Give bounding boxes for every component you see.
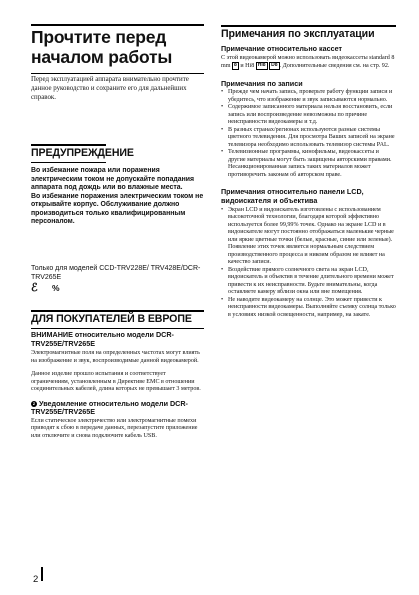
intro-text: Перед эксплуатацией аппарата внимательно прочтите данное руководство и сохраните его для дальнейших справок.	[31, 76, 189, 102]
europe-subtitle: ВНИМАНИЕ относительно модели DCR-TRV255E/TRV265E	[31, 330, 174, 348]
cassettes-text-and: и Hi8	[240, 63, 255, 70]
recording-item: • В разных странах/регионах используются разные системы цветного телевидения. Для просмотра Ваших записей на экране телевизора необходимо использовать телевизор системы PAL.	[221, 127, 396, 150]
standard8-icon: 8	[234, 62, 237, 69]
lcd-item: • Не наводите видеокамеру на солнце. Это может привести к неисправности видеокамеры. Выполняйте съемку солнца только в условиях низкой освещенности, например, на закате.	[221, 297, 396, 320]
europe-text-1: Электромагнитные поля на определенных частотах могут влиять на изображение и звук, воспроизводимые данной видеокамерой.	[31, 350, 200, 364]
warning-title: ПРЕДУПРЕЖДЕНИЕ	[31, 144, 106, 163]
recording-title: Примечания по записи	[221, 78, 303, 88]
lcd-list	[221, 207, 396, 320]
warning-text-1: Во избежание пожара или поражения электрическим током не допускайте попадания аппарата под дождь или во влажные места.	[31, 167, 195, 191]
page-number: 2	[33, 574, 39, 585]
recording-item: • Прежде чем начать запись, проверьте работу функции записи и убедитесь, что изображение и звук записываются нормально.	[221, 89, 396, 104]
lcd-title: Примечания относительно панели LCD, видоискателя и объектива	[221, 187, 364, 205]
lcd-item: • Воздействие прямого солнечного света на экран LCD, видоискатель и объектив в течение длительного времени может привести к их неисправности. Будьте внимательны, когда оставляете камеру вблизи окна или вне помещения.	[221, 267, 396, 297]
recording-item: • Телевизионные программы, кинофильмы, видеокассеты и другие материалы могут быть защищены авторскими правами. Несанкционированная запись таких материалов может противоречить законам об авторском праве.	[221, 149, 396, 179]
cassettes-text	[221, 55, 396, 71]
europe-title: ДЛЯ ПОКУПАТЕЛЕЙ В ЕВРОПЕ	[31, 310, 204, 329]
digital8-icon: D8	[271, 62, 278, 69]
ce-mark: ℰ	[31, 282, 38, 294]
pct-mark: %	[52, 283, 60, 293]
page-title: Прочтите перед началом работы	[31, 24, 204, 74]
models-note: Только для моделей CCD-TRV228E/ TRV428E/DCR-TRV265E	[31, 265, 201, 281]
cassettes-text-post: . Дополнительные сведения см. на стр. 92.	[279, 63, 390, 70]
warning-text-2: Во избежание поражения электрическим током не открывайте корпус. Обслуживание должно производиться только квалифицированным персоналом.	[31, 192, 204, 225]
lcd-item: • Экран LCD и видоискатель изготовлены с использованием высокоточной технологии, благодаря которой эффективно используется более 99,99% точек. Однако на экране LCD и в видоискателе могут постоянно отображаться маленькие черные или яркие цветные точки (белые, красные, синие или зеленые). Появление этих точек является нормальным следствием производственного процесса и никоим образом не влияет на качество записи.	[221, 207, 396, 267]
cassettes-text-pre: С этой видеокамерой можно использовать видеокассеты standard 8 mm	[221, 54, 395, 70]
recording-list	[221, 89, 396, 179]
recording-item: • Содержимое записанного материала нельзя восстановить, если запись или воспроизведение невозможны по причине неисправности видеокамеры и т.д.	[221, 104, 396, 127]
europe-text-2: Данное изделие прошло испытания и соответствует ограничениям, установленным в Директиве EMC в отношении соединительных кабелей, длина которых не превышает 3 метров.	[31, 371, 201, 393]
page-number-bar	[41, 567, 43, 581]
warning-section	[31, 144, 204, 227]
hi8-icon: Hi8	[257, 62, 266, 69]
europe-note-title-wrap	[31, 400, 204, 417]
usage-title: Примечания по эксплуатации	[221, 25, 396, 41]
note-icon: z	[32, 400, 36, 406]
europe-text-3: Если статическое электричество или электромагнитные помехи приводят к сбою в передаче данных, перезапустите приложение или отключите и снова подключите кабель USB.	[31, 417, 198, 439]
cassettes-title: Примечание относительно кассет	[221, 44, 343, 53]
europe-note-title: Уведомление относительно модели DCR-TRV255E/TRV265E	[31, 398, 188, 417]
